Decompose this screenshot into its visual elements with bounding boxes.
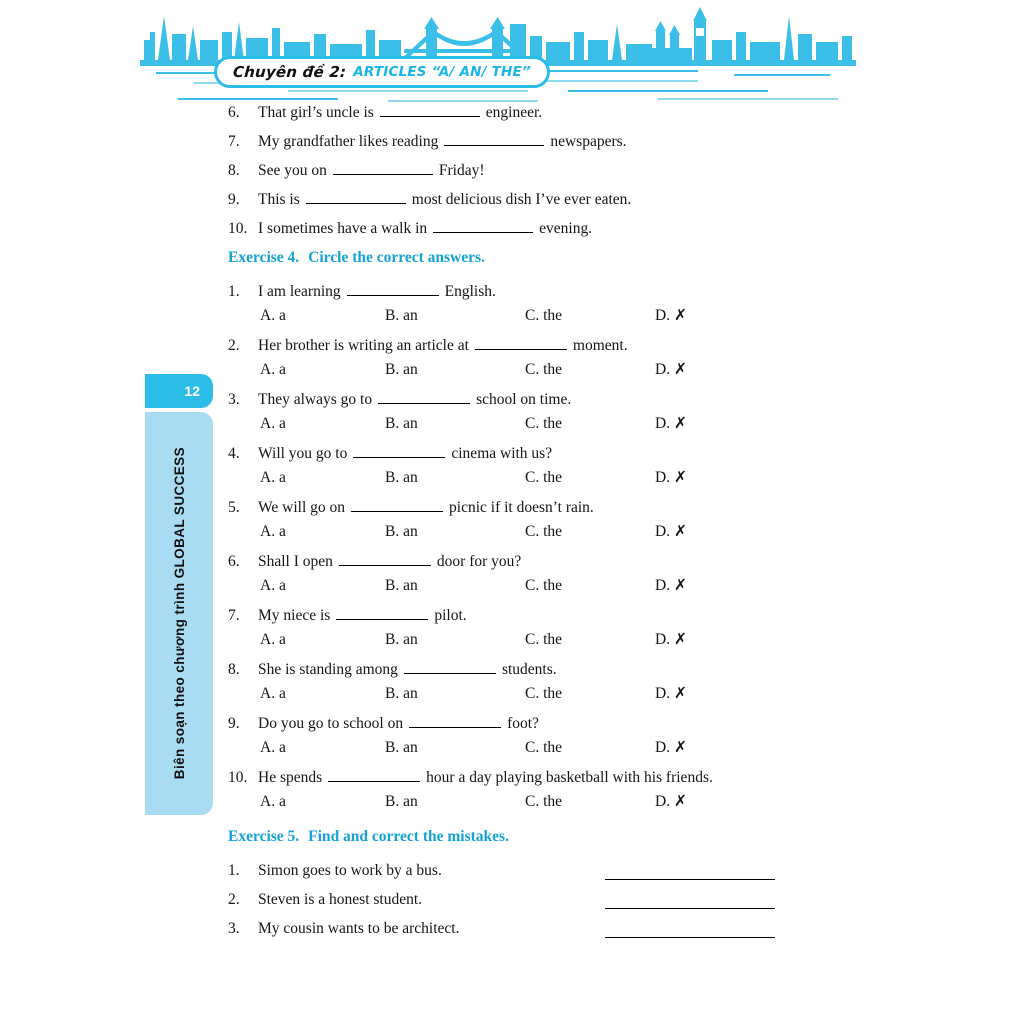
item-sentence: My cousin wants to be architect.	[258, 920, 460, 937]
item-number: 7.	[228, 607, 240, 624]
question-text	[258, 769, 828, 787]
sentence-after: most delicious dish I’ve ever eaten.	[411, 191, 632, 208]
sentence-after: newspapers.	[550, 133, 627, 150]
option-d[interactable]: D. ✗	[655, 415, 687, 432]
option-a[interactable]: A. a	[260, 631, 286, 648]
option-row	[228, 415, 828, 433]
option-d[interactable]: D. ✗	[655, 685, 687, 702]
fill-item	[228, 220, 828, 238]
chapter-badge	[214, 56, 550, 88]
option-d[interactable]: D. ✗	[655, 307, 687, 324]
mc-question	[228, 661, 828, 703]
sentence-before: They always go to	[258, 391, 373, 408]
option-a[interactable]: A. a	[260, 523, 286, 540]
sentence-after: picnic if it doesn’t rain.	[449, 499, 594, 516]
option-a[interactable]: A. a	[260, 469, 286, 486]
option-b[interactable]: B. an	[385, 577, 418, 594]
sentence-after: moment.	[572, 337, 628, 354]
sentence-before: My grandfather likes reading	[258, 133, 439, 150]
page-content	[228, 104, 828, 949]
option-a[interactable]: A. a	[260, 793, 286, 810]
option-row	[228, 739, 828, 757]
option-c[interactable]: C. the	[525, 685, 563, 702]
option-b[interactable]: B. an	[385, 307, 418, 324]
mc-question	[228, 553, 828, 595]
mc-question	[228, 607, 828, 649]
sentence-after: door for you?	[436, 553, 522, 570]
option-row	[228, 631, 828, 649]
item-sentence	[258, 162, 828, 180]
answer-blank[interactable]	[378, 391, 470, 404]
sentence-before: Shall I open	[258, 553, 333, 570]
chapter-label: Chuyên đề 2:	[232, 63, 347, 81]
option-c[interactable]: C. the	[525, 361, 563, 378]
item-number: 8.	[228, 162, 240, 179]
sidebar-caption: Biên soạn theo chương trình GLOBAL SUCCESS	[171, 447, 187, 780]
option-a[interactable]: A. a	[260, 577, 286, 594]
option-b[interactable]: B. an	[385, 793, 418, 810]
option-c[interactable]: C. the	[525, 415, 563, 432]
question-text	[258, 661, 828, 679]
option-row	[228, 307, 828, 325]
option-c[interactable]: C. the	[525, 469, 563, 486]
question-text	[258, 607, 828, 625]
sentence-after: hour a day playing basketball with his friends.	[426, 769, 713, 786]
exercise4-heading	[228, 249, 828, 267]
fill-item	[228, 191, 828, 209]
option-d[interactable]: D. ✗	[655, 361, 687, 378]
sentence-before: Will you go to	[258, 445, 348, 462]
exercise-label: Exercise 4.	[228, 249, 300, 266]
item-sentence	[258, 220, 828, 238]
sentence-after: cinema with us?	[451, 445, 553, 462]
answer-blank[interactable]	[433, 220, 533, 233]
option-a[interactable]: A. a	[260, 307, 286, 324]
mc-question	[228, 445, 828, 487]
question-text	[258, 337, 828, 355]
answer-line[interactable]	[605, 866, 775, 880]
item-sentence	[258, 191, 828, 209]
option-a[interactable]: A. a	[260, 685, 286, 702]
answer-blank[interactable]	[353, 445, 445, 458]
sentence-before: I sometimes have a walk in	[258, 220, 428, 237]
fill-item	[228, 162, 828, 180]
sentence-before: I am learning	[258, 283, 341, 300]
question-text	[258, 283, 828, 301]
item-number: 3.	[228, 391, 240, 408]
option-row	[228, 361, 828, 379]
answer-blank[interactable]	[404, 661, 496, 674]
item-number: 8.	[228, 661, 240, 678]
correction-item	[228, 891, 828, 909]
item-number: 2.	[228, 891, 240, 908]
option-b[interactable]: B. an	[385, 523, 418, 540]
exercise-title: Circle the correct answers.	[308, 249, 485, 266]
answer-blank[interactable]	[336, 607, 428, 620]
option-row	[228, 577, 828, 595]
fill-item	[228, 104, 828, 122]
item-number: 9.	[228, 191, 240, 208]
chapter-title: ARTICLES “A/ AN/ THE”	[353, 64, 531, 80]
question-text	[258, 445, 828, 463]
mc-question	[228, 769, 828, 811]
option-a[interactable]: A. a	[260, 361, 286, 378]
option-c[interactable]: C. the	[525, 739, 563, 756]
answer-blank[interactable]	[444, 133, 544, 146]
item-number: 2.	[228, 337, 240, 354]
mc-question	[228, 715, 828, 757]
item-number: 6.	[228, 104, 240, 121]
option-c[interactable]: C. the	[525, 793, 563, 810]
answer-blank[interactable]	[339, 553, 431, 566]
answer-blank[interactable]	[347, 283, 439, 296]
sentence-after: students.	[501, 661, 557, 678]
sentence-after: pilot.	[434, 607, 467, 624]
sentence-before: See you on	[258, 162, 327, 179]
option-b[interactable]: B. an	[385, 739, 418, 756]
option-row	[228, 685, 828, 703]
sentence-before: Do you go to school on	[258, 715, 404, 732]
item-number: 3.	[228, 920, 240, 937]
option-b[interactable]: B. an	[385, 469, 418, 486]
mc-question	[228, 499, 828, 541]
option-b[interactable]: B. an	[385, 415, 418, 432]
item-number: 5.	[228, 499, 240, 516]
correction-item	[228, 862, 828, 880]
exercise-label: Exercise 5.	[228, 828, 300, 845]
question-text	[258, 553, 828, 571]
option-c[interactable]: C. the	[525, 631, 563, 648]
sentence-before: This is	[258, 191, 300, 208]
option-c[interactable]: C. the	[525, 577, 563, 594]
sentence-before: My niece is	[258, 607, 331, 624]
mc-question	[228, 283, 828, 325]
exercise5-heading	[228, 828, 828, 846]
option-d[interactable]: D. ✗	[655, 577, 687, 594]
option-a[interactable]: A. a	[260, 739, 286, 756]
sentence-before: That girl’s uncle is	[258, 104, 374, 121]
option-b[interactable]: B. an	[385, 361, 418, 378]
question-text	[258, 499, 828, 517]
sentence-after: engineer.	[485, 104, 543, 121]
sentence-after: foot?	[507, 715, 539, 732]
item-number: 1.	[228, 862, 240, 879]
item-number: 1.	[228, 283, 240, 300]
fill-item	[228, 133, 828, 151]
item-sentence: Simon goes to work by a bus.	[258, 862, 442, 879]
sentence-before: She is standing among	[258, 661, 398, 678]
sentence-after: Friday!	[438, 162, 485, 179]
answer-blank[interactable]	[333, 162, 433, 175]
option-row	[228, 523, 828, 541]
item-number: 4.	[228, 445, 240, 462]
answer-blank[interactable]	[475, 337, 567, 350]
mc-question	[228, 337, 828, 379]
option-row	[228, 793, 828, 811]
option-d[interactable]: D. ✗	[655, 523, 687, 540]
item-number: 6.	[228, 553, 240, 570]
option-d[interactable]: D. ✗	[655, 631, 687, 648]
page-number-tab	[145, 374, 213, 408]
answer-blank[interactable]	[380, 104, 480, 117]
sentence-before: Her brother is writing an article at	[258, 337, 469, 354]
item-sentence	[258, 104, 828, 122]
option-a[interactable]: A. a	[260, 415, 286, 432]
item-number: 9.	[228, 715, 240, 732]
london-skyline-illustration	[138, 4, 862, 106]
option-d[interactable]: D. ✗	[655, 469, 687, 486]
option-d[interactable]: D. ✗	[655, 739, 687, 756]
option-c[interactable]: C. the	[525, 523, 563, 540]
answer-line[interactable]	[605, 924, 775, 938]
question-text	[258, 715, 828, 733]
option-d[interactable]: D. ✗	[655, 793, 687, 810]
page-header	[138, 4, 862, 106]
sidebar-banner	[145, 412, 213, 815]
answer-blank[interactable]	[306, 191, 406, 204]
answer-blank[interactable]	[351, 499, 443, 512]
item-sentence	[258, 133, 828, 151]
option-b[interactable]: B. an	[385, 631, 418, 648]
option-row	[228, 469, 828, 487]
item-number: 7.	[228, 133, 240, 150]
page-number: 12	[184, 383, 200, 399]
sentence-before: We will go on	[258, 499, 346, 516]
sentence-after: evening.	[539, 220, 593, 237]
option-b[interactable]: B. an	[385, 685, 418, 702]
question-text	[258, 391, 828, 409]
answer-blank[interactable]	[328, 769, 420, 782]
item-sentence: Steven is a honest student.	[258, 891, 423, 908]
option-c[interactable]: C. the	[525, 307, 563, 324]
answer-blank[interactable]	[409, 715, 501, 728]
sentence-before: He spends	[258, 769, 323, 786]
mc-question	[228, 391, 828, 433]
exercise-title: Find and correct the mistakes.	[308, 828, 509, 845]
item-number: 10.	[228, 220, 248, 237]
item-number: 10.	[228, 769, 248, 786]
answer-line[interactable]	[605, 895, 775, 909]
correction-item	[228, 920, 828, 938]
sentence-after: English.	[444, 283, 496, 300]
sentence-after: school on time.	[476, 391, 572, 408]
